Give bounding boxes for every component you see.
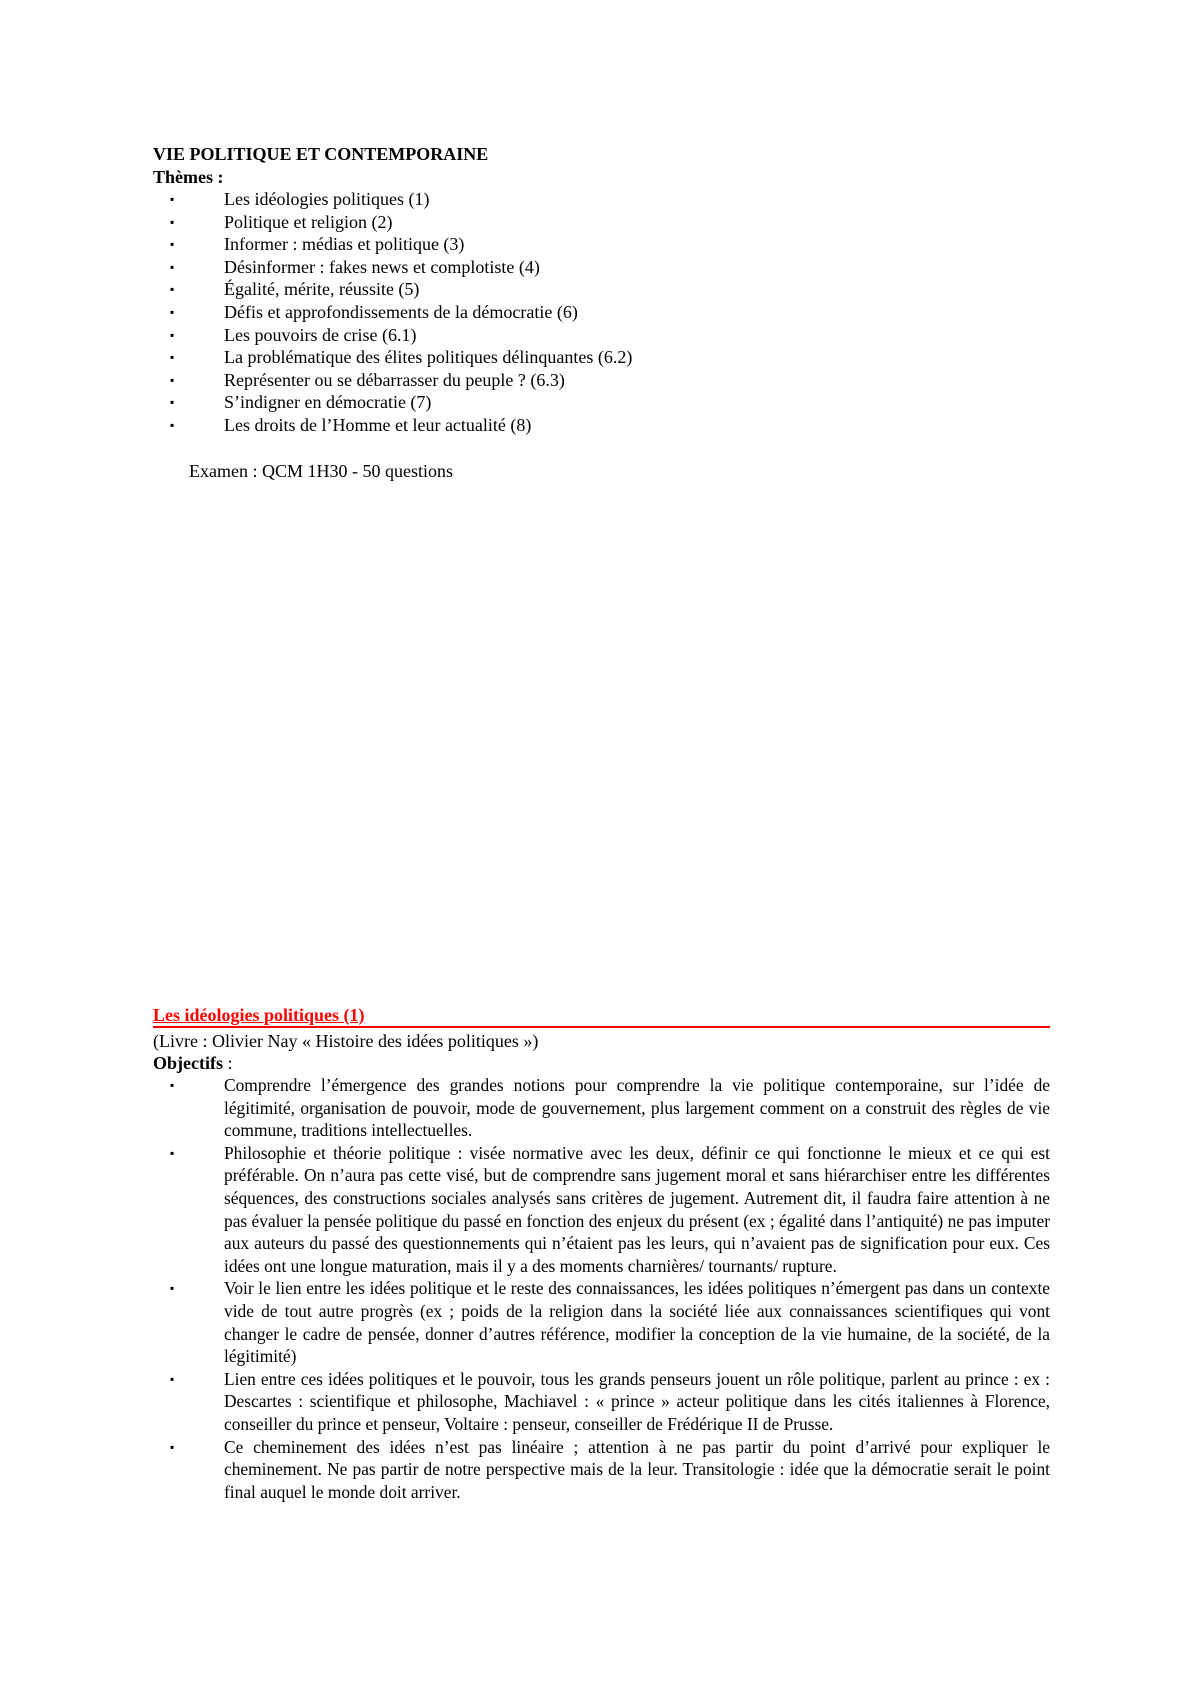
bullet-icon: ▪ [170,214,175,229]
objective-item [153,1436,1050,1504]
bullet-icon: ▪ [170,1281,175,1296]
objective-item-text: Ce cheminement des idées n’est pas linéaire ; attention à ne pas partir du point d’arrivé pour expliquer le cheminement. Ne pas partir de notre perspective mais de la leur. Transitologie : idée que la démocratie serait le point final auquel le monde doit arriver. [224,1436,1050,1502]
theme-item [153,301,632,324]
theme-item [153,256,632,279]
exam-info: Examen : QCM 1H30 - 50 questions [189,461,453,481]
section-heading [153,1005,1050,1028]
theme-item [153,346,632,369]
bullet-icon: ▪ [170,372,175,387]
bullet-icon: ▪ [170,1145,175,1160]
theme-item-text: La problématique des élites politiques délinquantes (6.2) [224,347,633,368]
theme-item [153,324,632,347]
theme-item-text: Politique et religion (2) [224,211,393,232]
themes-list [153,188,632,437]
bullet-icon: ▪ [170,282,175,297]
theme-item [153,188,632,211]
theme-item [153,233,632,256]
objective-item [153,1142,1050,1278]
objectives-label-suffix: : [222,1053,233,1073]
bullet-icon: ▪ [170,259,175,274]
objective-item-text: Lien entre ces idées politiques et le pouvoir, tous les grands penseurs jouent un rôle politique, parlent au prince : ex : Descartes : scientifique et philosophe, Machiavel : « prince » acteur politique dans les cités italiennes à Florence, conseiller du prince et penseur, Voltaire : penseur, conseiller de Frédérique II de Prusse. [224,1368,1050,1434]
theme-item [153,211,632,234]
objective-item [153,1277,1050,1367]
objectives-label [153,1052,233,1074]
theme-item [153,278,632,301]
theme-item-text: Égalité, mérite, réussite (5) [224,279,420,300]
bullet-icon: ▪ [170,1078,175,1092]
bullet-icon: ▪ [170,395,175,410]
bullet-icon: ▪ [170,1371,175,1386]
theme-item-text: Informer : médias et politique (3) [224,234,465,255]
book-reference: (Livre : Olivier Nay « Histoire des idées politiques ») [153,1031,539,1051]
theme-item [153,391,632,414]
document-title: VIE POLITIQUE ET CONTEMPORAINE [153,144,489,164]
objective-item-text: Comprendre l’émergence des grandes notions pour comprendre la vie politique contemporaine, sur l’idée de légitimité, organisation de pouvoir, mode de gouvernement, plus largement comment on a construit des règles de vie commune, traditions intellectuelles. [224,1075,1050,1141]
themes-label: Thèmes : [153,167,224,187]
theme-item [153,369,632,392]
objectives-label-text: Objectifs [153,1053,223,1073]
theme-item-text: Les droits de l’Homme et leur actualité (8) [224,414,532,435]
theme-item-text: Représenter ou se débarrasser du peuple ? (6.3) [224,369,565,390]
section-heading-text: Les idéologies politiques (1) [153,1005,365,1025]
theme-item-text: Désinformer : fakes news et complotiste (4) [224,256,540,277]
objective-item-text: Philosophie et théorie politique : visée normative avec les deux, définir ce qui fonctionne le mieux et ce qui est préférable. On n’aura pas cette visé, but de comprendre sans jugement moral et sans hiérarchiser entre les différentes séquences, des constructions sociales analysés sans critères de jugement. Autrement dit, il faudra faire attention à ne pas évaluer la pensée politique du passé en fonction des enjeux du présent (ex ; égalité dans l’antiquité) ne pas imputer aux auteurs du passé des questionnements qui n’étaient pas les leurs, qui n’avaient pas de signification pour eux. Ces idées ont une longue maturation, mais il y a des moments charnières/ tournants/ rupture. [224,1142,1050,1276]
objective-item-text: Voir le lien entre les idées politique et le reste des connaissances, les idées politiques n’émergent pas dans un contexte vide de tout autre progrès (ex ; poids de la religion dans la société liée aux connaissances scientifiques qui vont changer le cadre de pensée, donner d’autres référence, modifier la conception de la vie humaine, de la société, de la légitimité) [224,1278,1050,1367]
bullet-icon: ▪ [170,304,175,319]
objective-item [153,1074,1050,1142]
bullet-icon: ▪ [170,1439,175,1454]
bullet-icon: ▪ [170,327,175,342]
objectives-list [153,1074,1050,1503]
theme-item [153,414,632,437]
bullet-icon: ▪ [170,417,175,432]
bullet-icon: ▪ [170,350,175,365]
bullet-icon: ▪ [170,192,175,206]
theme-item-text: Défis et approfondissements de la démocratie (6) [224,301,578,322]
theme-item-text: Les idéologies politiques (1) [224,189,430,209]
bullet-icon: ▪ [170,237,175,252]
objective-item [153,1368,1050,1436]
theme-item-text: Les pouvoirs de crise (6.1) [224,324,417,345]
theme-item-text: S’indigner en démocratie (7) [224,392,432,413]
